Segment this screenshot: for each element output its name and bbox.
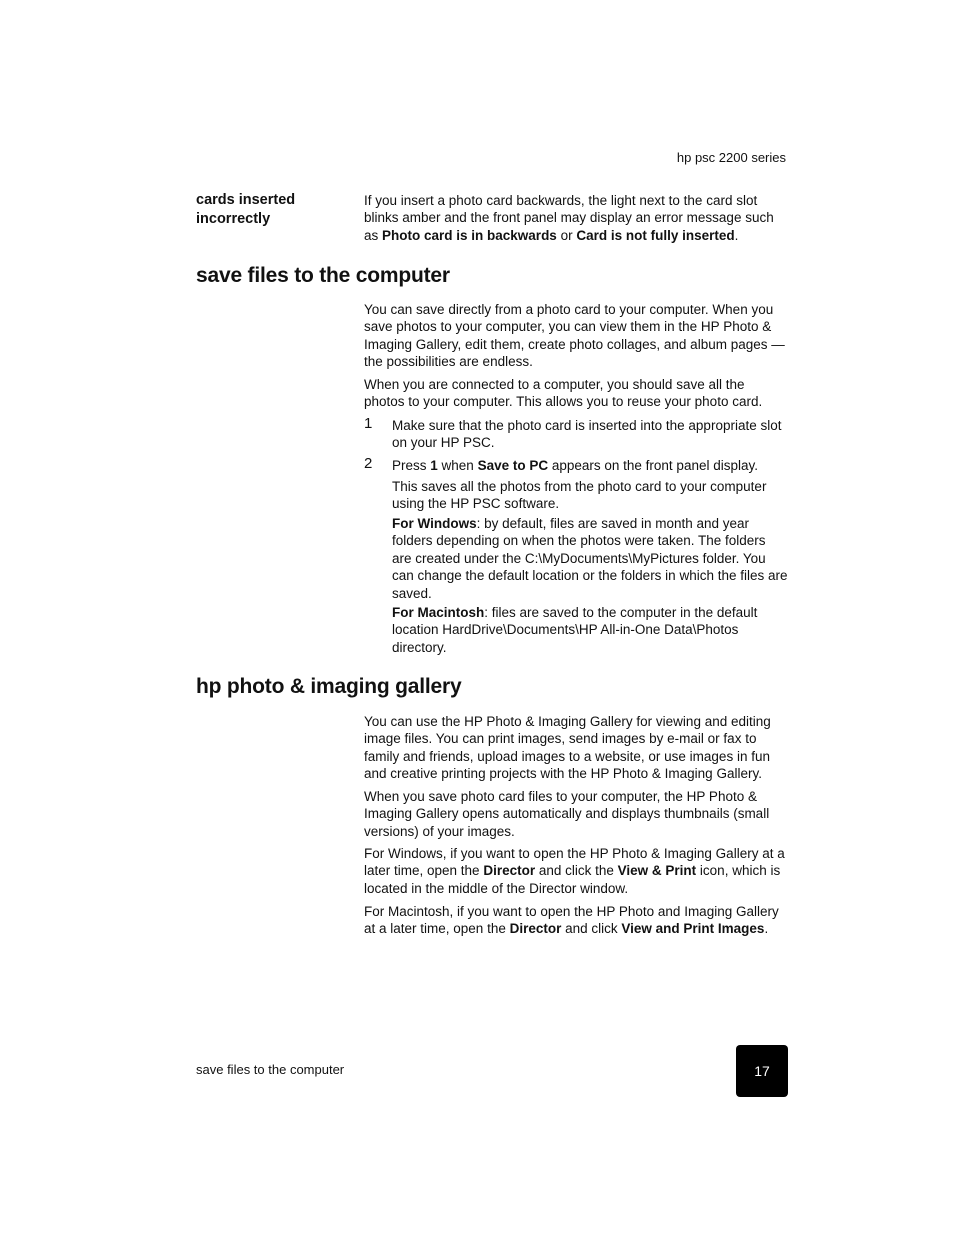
mac-label: For Macintosh xyxy=(392,605,485,620)
gallery-para-2: When you save photo card files to your computer, the HP Photo & Imaging Gallery opens automatically and displays thumbnails (small versions) of your images. xyxy=(364,789,770,839)
windows-label: For Windows xyxy=(392,516,477,531)
footer-section-name: save files to the computer xyxy=(196,1062,345,1077)
windows-note: For Windows: by default, files are saved in month and year folders depending on when the photos were taken. The folders are created under the C:\MyDocuments\MyPictures folder. You can change the default location or the folders in which the files are saved. xyxy=(392,516,788,601)
error-msg-not-inserted: Card is not fully inserted xyxy=(576,227,735,243)
gallery-para-1: You can use the HP Photo & Imaging Gallery for viewing and editing image files. You can print images, send images by e-mail or fax to family and friends, upload images to a website, or use images in fun and creative printing projects with the HP Photo & Imaging Gallery. xyxy=(364,714,771,782)
step-1-number: 1 xyxy=(364,415,373,432)
step-1-text: Make sure that the photo card is inserted into the appropriate slot on your HP PSC. xyxy=(392,418,782,451)
save-para-1: You can save directly from a photo card to your computer. When you save photos to your computer, you can view them in the HP Photo & Imaging Gallery, edit them, create photo collages, and album pages — the possibilities are endless. xyxy=(364,302,785,370)
error-msg-backwards: Photo card is in backwards xyxy=(382,227,557,243)
step-2-text: Press 1 when Save to PC appears on the front panel display. xyxy=(392,458,758,473)
view-print-images-label: View and Print Images xyxy=(621,921,765,937)
cards-inserted-text: If you insert a photo card backwards, the light next to the card slot blinks amber and the front panel may display an error message such as Photo card is in backwards or Card is not fully inserted. xyxy=(364,193,774,243)
cards-inserted-label: cards inserted incorrectly xyxy=(196,192,296,227)
page-number: 17 xyxy=(736,1045,788,1097)
gallery-para-4: For Macintosh, if you want to open the HP Photo and Imaging Gallery at a later time, open the Director and click View and Print Images. xyxy=(364,904,779,937)
save-files-heading: save files to the computer xyxy=(196,264,450,287)
gallery-heading: hp photo & imaging gallery xyxy=(196,675,462,698)
director-label: Director xyxy=(483,863,536,879)
view-print-label: View & Print xyxy=(617,863,697,879)
save-para-2: When you are connected to a computer, you should save all the photos to your computer. This allows you to reuse your photo card. xyxy=(364,377,763,410)
gallery-para-3: For Windows, if you want to open the HP Photo & Imaging Gallery at a later time, open the Director and click the View & Print icon, which is located in the middle of the Director window. xyxy=(364,846,785,896)
director-label-mac: Director xyxy=(509,921,562,937)
step-2-note: This saves all the photos from the photo card to your computer using the HP PSC software. xyxy=(392,479,767,512)
mac-note: For Macintosh: files are saved to the computer in the default location HardDrive\Documents\HP All-in-One Data\Photos directory. xyxy=(392,605,758,655)
step-2-number: 2 xyxy=(364,455,373,472)
running-header: hp psc 2200 series xyxy=(676,150,786,165)
save-to-pc-label: Save to PC xyxy=(477,458,549,473)
key-1: 1 xyxy=(430,458,438,473)
